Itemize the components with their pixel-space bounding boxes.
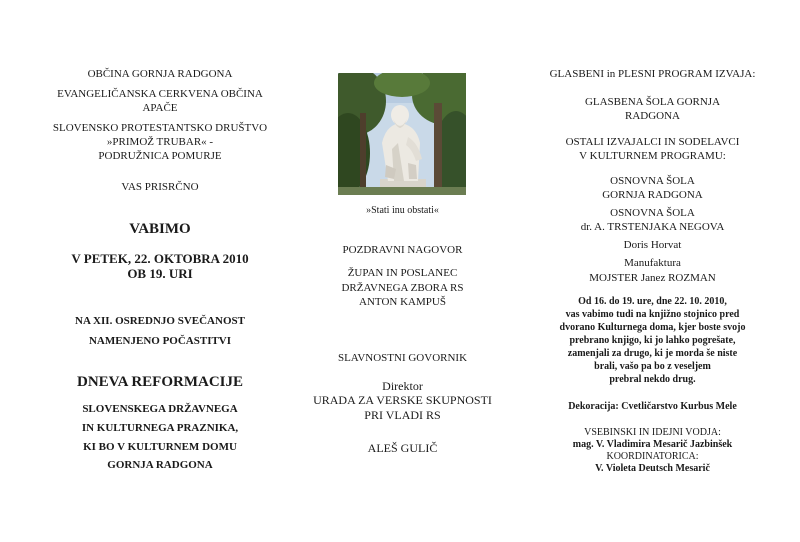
photo-caption: »Stati inu obstati« <box>366 205 439 216</box>
note-line-3: dvorano Kulturnega doma, kjer boste svojo <box>559 322 746 333</box>
description-line-2: IN KULTURNEGA PRAZNIKA, <box>81 422 239 434</box>
organizer-3-line2: »PRIMOŽ TRUBAR« - <box>106 136 214 148</box>
program-heading: GLASBENI in PLESNI PROGRAM IZVAJA: <box>549 68 756 80</box>
performer-1: Doris Horvat <box>623 239 682 251</box>
welcome-name: ANTON KAMPUŠ <box>359 296 446 308</box>
organizer-2-line1: EVANGELIČANSKA CERKVENA OBČINA <box>57 88 263 100</box>
speaker-org-1: URADA ZA VERSKE SKUPNOSTI <box>313 393 492 407</box>
decoration: Dekoracija: Cvetličarstvo Kurbus Mele <box>568 401 737 412</box>
note-line-6: brali, vašo pa bo z veseljem <box>594 361 711 372</box>
school-2-line1: OSNOVNA ŠOLA <box>610 175 695 187</box>
description-line-4: GORNJA RADGONA <box>107 459 213 471</box>
school-1-line2: RADGONA <box>625 110 680 122</box>
holiday-title: DNEVA REFORMACIJE <box>77 374 243 390</box>
welcome-heading: POZDRAVNI NAGOVOR <box>342 244 463 256</box>
coordinator-name: V. Violeta Deutsch Mesarič <box>595 463 710 474</box>
coordinator-heading: KOORDINATORICA: <box>606 451 699 462</box>
organizer-3-line3: PODRUŽNICA POMURJE <box>98 150 222 162</box>
note-line-5: zamenjali za drugo, ki je morda še niste <box>567 348 738 359</box>
performer-2-line1: Manufaktura <box>624 257 681 269</box>
invite-heading: VABIMO <box>129 221 191 237</box>
speaker-org-2: PRI VLADI RS <box>364 408 441 422</box>
school-2-line2: GORNJA RADGONA <box>602 189 703 201</box>
performer-2-line2: MOJSTER Janez ROZMAN <box>589 272 716 284</box>
organizer-3-line1: SLOVENSKO PROTESTANTSKO DRUŠTVO <box>52 122 268 134</box>
event-time: OB 19. URI <box>127 266 193 281</box>
event-date: V PETEK, 22. OKTOBRA 2010 <box>71 251 249 266</box>
school-3-line2: dr. A. TRSTENJAKA NEGOVA <box>580 221 725 233</box>
event-line-2: NAMENJENO POČASTITVI <box>88 335 232 347</box>
note-line-7: prebral nekdo drug. <box>609 374 696 385</box>
trubar-statue-photo <box>338 73 466 195</box>
lead-heading: VSEBINSKI IN IDEJNI VODJA: <box>584 427 721 438</box>
speaker-title: Direktor <box>382 379 423 393</box>
description-line-1: SLOVENSKEGA DRŽAVNEGA <box>82 403 238 415</box>
others-line1: OSTALI IZVAJALCI IN SODELAVCI <box>565 136 740 148</box>
welcome-line-2: DRŽAVNEGA ZBORA RS <box>341 282 464 294</box>
speaker-name: ALEŠ GULIČ <box>367 441 438 455</box>
others-line2: V KULTURNEM PROGRAMU: <box>579 150 726 162</box>
school-3-line1: OSNOVNA ŠOLA <box>610 207 695 219</box>
organizer-2-line2: APAČE <box>142 102 178 114</box>
school-1-line1: GLASBENA ŠOLA GORNJA <box>584 96 721 108</box>
greeting: VAS PRISRČNO <box>121 181 199 193</box>
lead-name: mag. V. Vladimira Mesarič Jazbinšek <box>572 439 733 450</box>
speaker-heading: SLAVNOSTNI GOVORNIK <box>337 352 468 364</box>
organizer-1: OBČINA GORNJA RADGONA <box>87 68 233 80</box>
description-line-3: KI BO V KULTURNEM DOMU <box>83 441 237 453</box>
note-line-4: prebrano knjigo, ki jo lahko pogrešate, <box>569 335 736 346</box>
note-line-1: Od 16. do 19. ure, dne 22. 10. 2010, <box>578 296 727 307</box>
event-line-1: NA XII. OSREDNJO SVEČANOST <box>75 315 245 327</box>
note-line-2: vas vabimo tudi na knjižno stojnico pred <box>565 309 740 320</box>
welcome-line-1: ŽUPAN IN POSLANEC <box>347 267 458 279</box>
